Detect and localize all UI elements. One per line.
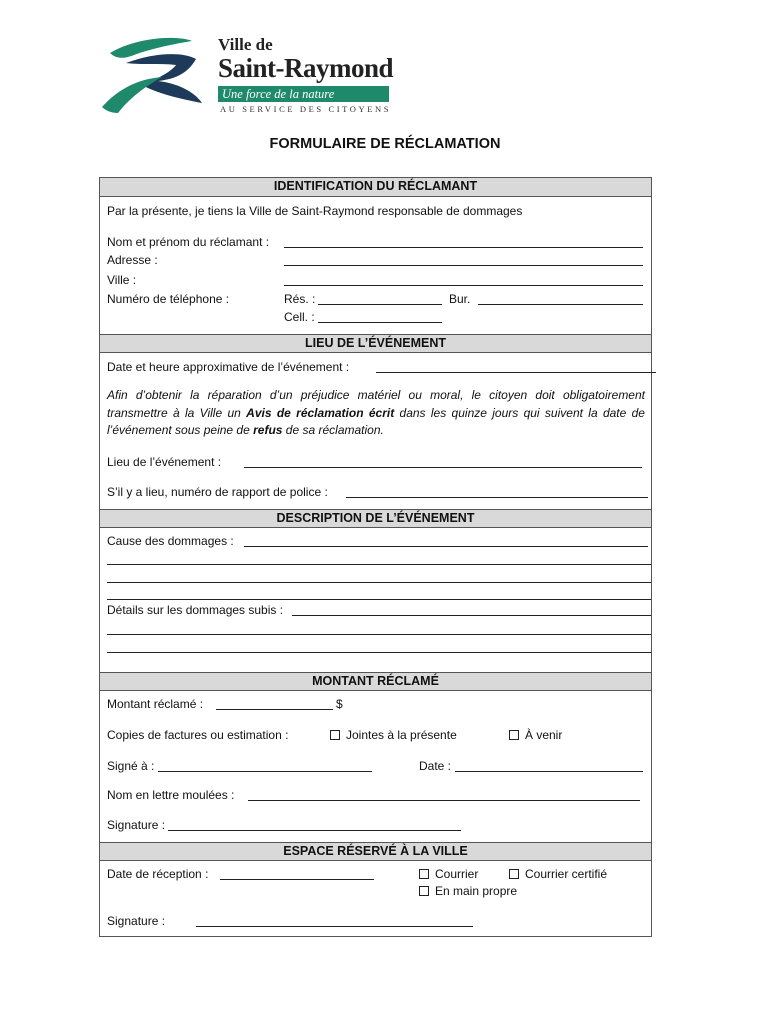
logo-line1: Ville de bbox=[218, 35, 273, 54]
claimant-name-label: Nom et prénom du réclamant : bbox=[107, 235, 270, 249]
event-date-field[interactable] bbox=[376, 372, 656, 373]
amount-field[interactable] bbox=[216, 709, 333, 710]
phone-bur-label: Bur. bbox=[449, 292, 471, 306]
phone-cell-field[interactable] bbox=[318, 322, 442, 323]
damage-cause-line-4[interactable] bbox=[107, 599, 651, 600]
claimant-name-field[interactable] bbox=[284, 247, 643, 248]
damage-cause-field[interactable] bbox=[244, 546, 648, 547]
police-report-label: S’il y a lieu, numéro de rapport de police : bbox=[107, 485, 328, 499]
damage-details-line-3[interactable] bbox=[107, 652, 651, 653]
printed-name-field[interactable] bbox=[248, 800, 640, 801]
option-hand-delivered[interactable]: En main propre bbox=[419, 884, 517, 898]
event-place-field[interactable] bbox=[244, 467, 642, 468]
logo-emblem-icon bbox=[96, 33, 216, 117]
address-label: Adresse : bbox=[107, 253, 158, 267]
damage-details-field[interactable] bbox=[292, 615, 651, 616]
option-later[interactable]: À venir bbox=[509, 728, 562, 742]
damage-details-line-2[interactable] bbox=[107, 634, 651, 635]
city-logo bbox=[96, 33, 396, 117]
city-signature-label: Signature : bbox=[107, 914, 166, 928]
option-mail[interactable]: Courrier bbox=[419, 867, 478, 881]
signed-at-field[interactable] bbox=[158, 771, 372, 772]
sign-date-label: Date : bbox=[419, 759, 452, 773]
checkbox-icon[interactable] bbox=[509, 730, 519, 740]
city-field[interactable] bbox=[284, 285, 643, 286]
event-date-label: Date et heure approximative de l’événement : bbox=[107, 360, 350, 374]
event-place-label: Lieu de l’événement : bbox=[107, 455, 222, 469]
section-description-heading: DESCRIPTION DE L’ÉVÉNEMENT bbox=[100, 509, 651, 528]
police-report-field[interactable] bbox=[346, 497, 648, 498]
sign-date-field[interactable] bbox=[455, 771, 643, 772]
phone-cell-label: Cell. : bbox=[284, 310, 315, 324]
option-certified-mail[interactable]: Courrier certifié bbox=[509, 867, 607, 881]
logo-tagline: Une force de la nature bbox=[218, 86, 389, 102]
damage-cause-line-3[interactable] bbox=[107, 582, 651, 583]
address-field[interactable] bbox=[284, 265, 643, 266]
damage-cause-line-2[interactable] bbox=[107, 564, 651, 565]
damage-details-label: Détails sur les dommages subis : bbox=[107, 603, 284, 617]
reception-date-field[interactable] bbox=[220, 879, 374, 880]
checkbox-icon[interactable] bbox=[330, 730, 340, 740]
document-title: FORMULAIRE DE RÉCLAMATION bbox=[269, 136, 501, 152]
signed-at-label: Signé à : bbox=[107, 759, 155, 773]
notice-paragraph: Afin d’obtenir la réparation d’un préjudice matériel ou moral, le citoyen doit obligatoirement transmettre à la Ville un Avis de réclamation écrit dans les quinze jours qui suivent la date de l’événement sous peine de refus de sa réclamation. bbox=[107, 388, 645, 437]
logo-line2: Saint-Raymond bbox=[218, 53, 394, 83]
checkbox-icon[interactable] bbox=[419, 886, 429, 896]
city-signature-field[interactable] bbox=[196, 926, 473, 927]
amount-currency: $ bbox=[336, 697, 343, 711]
logo-service: AU SERVICE DES CITOYENS bbox=[220, 104, 392, 114]
claim-form bbox=[99, 177, 652, 937]
section-location-heading: LIEU DE L’ÉVÉNEMENT bbox=[100, 334, 651, 353]
phone-label: Numéro de téléphone : bbox=[107, 292, 230, 306]
printed-name-label: Nom en lettre moulées : bbox=[107, 788, 235, 802]
damage-cause-label: Cause des dommages : bbox=[107, 534, 234, 548]
checkbox-icon[interactable] bbox=[419, 869, 429, 879]
signature-field[interactable] bbox=[168, 830, 461, 831]
section-city-reserved-heading: ESPACE RÉSERVÉ À LA VILLE bbox=[100, 842, 651, 861]
section-amount-heading: MONTANT RÉCLAMÉ bbox=[100, 672, 651, 691]
phone-res-label: Rés. : bbox=[284, 292, 316, 306]
city-label: Ville : bbox=[107, 273, 137, 287]
phone-res-field[interactable] bbox=[318, 304, 442, 305]
phone-bur-field[interactable] bbox=[478, 304, 643, 305]
checkbox-icon[interactable] bbox=[509, 869, 519, 879]
identification-intro: Par la présente, je tiens la Ville de Saint-Raymond responsable de dommages bbox=[107, 204, 523, 218]
reception-date-label: Date de réception : bbox=[107, 867, 209, 881]
option-joined[interactable]: Jointes à la présente bbox=[330, 728, 457, 742]
signature-label: Signature : bbox=[107, 818, 166, 832]
amount-label: Montant réclamé : bbox=[107, 697, 204, 711]
copies-label: Copies de factures ou estimation : bbox=[107, 728, 289, 742]
section-identification-heading: IDENTIFICATION DU RÉCLAMANT bbox=[100, 178, 651, 197]
